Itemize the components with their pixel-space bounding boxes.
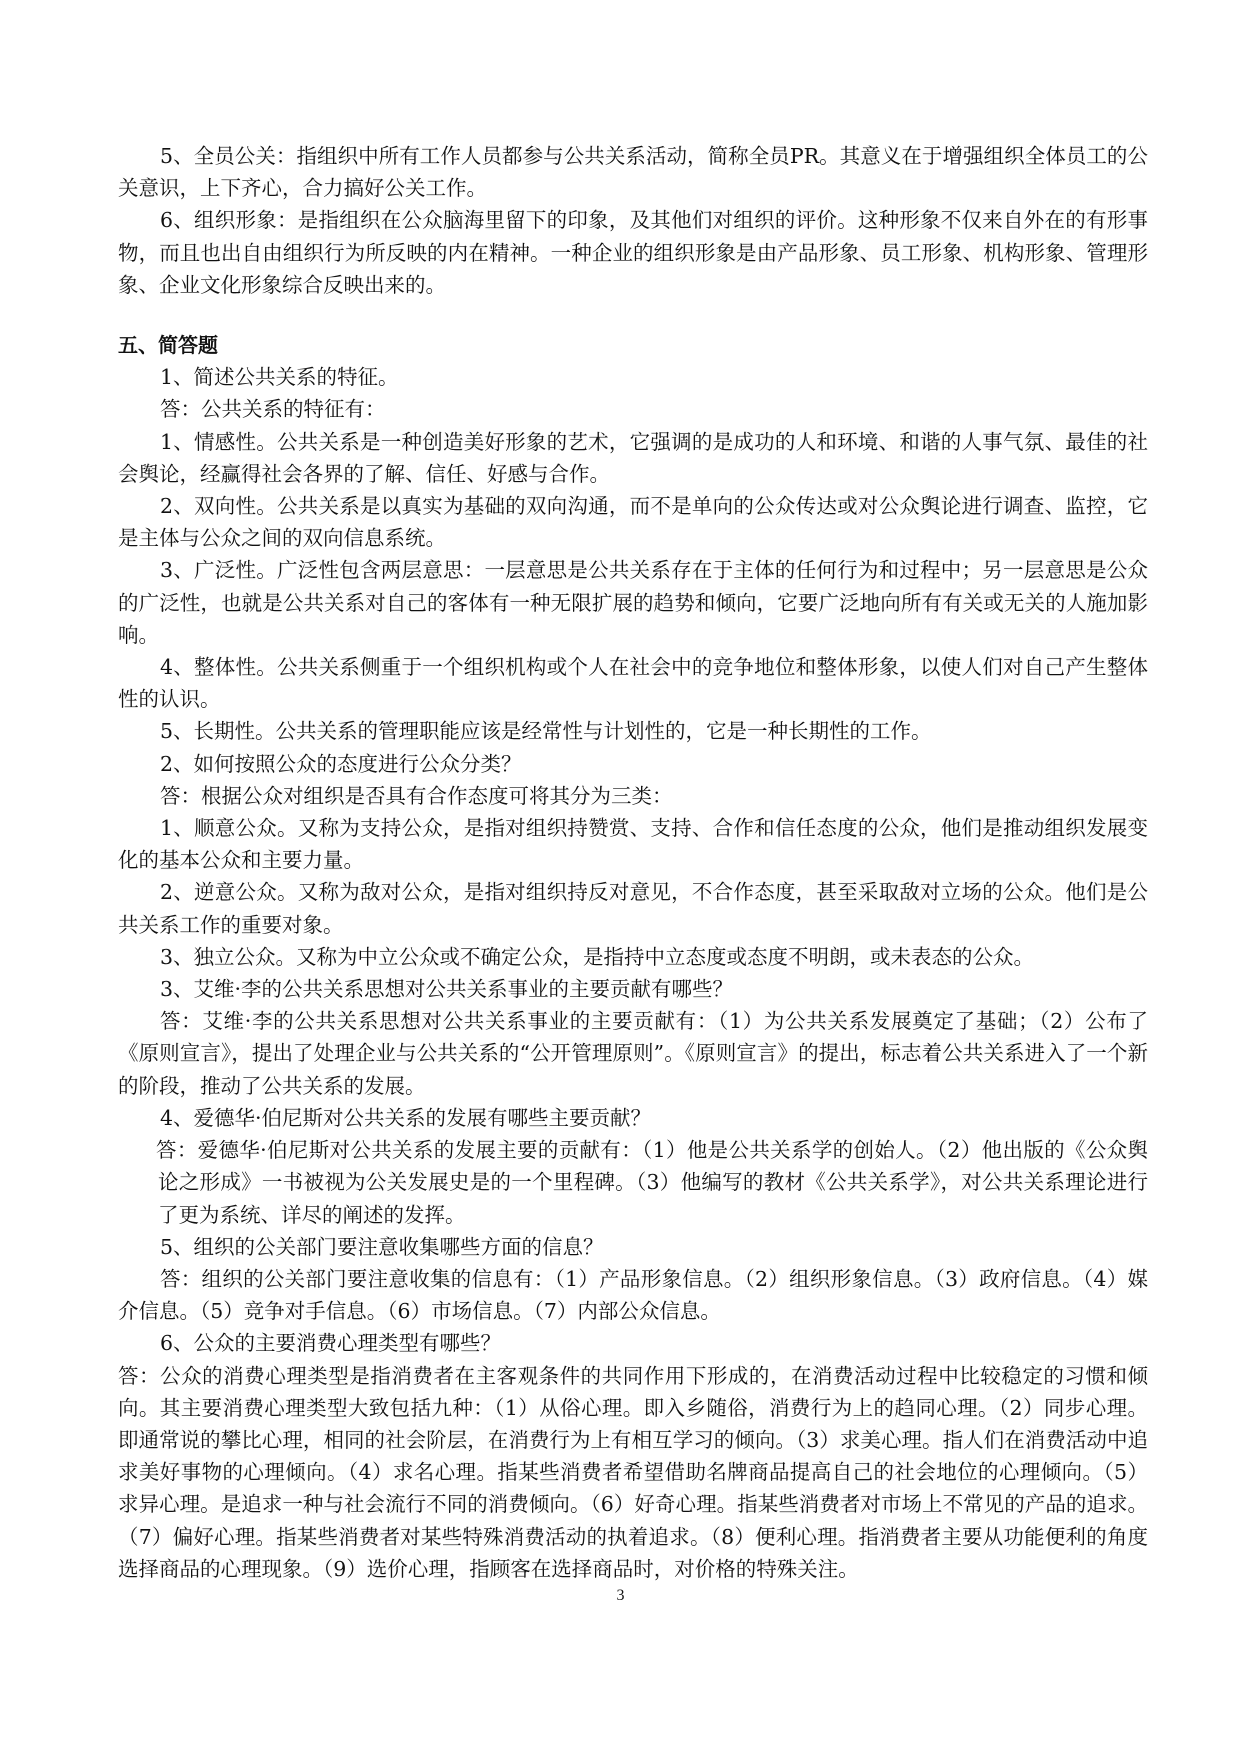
answer-item: 3、独立公众。又称为中立公众或不确定公众，是指持中立态度或态度不明朗，或未表态的公众。 bbox=[160, 944, 1035, 969]
question: 1、简述公共关系的特征。 bbox=[160, 365, 399, 390]
answer: 答：组织的公关部门要注意收集的信息有：（1）产品形象信息。（2）组织形象信息。（3）政府信息。（4）媒介信息。（5）竞争对手信息。（6）市场信息。（7）内部公众信息。 bbox=[118, 1266, 1148, 1324]
section-heading: 五、简答题 bbox=[118, 333, 218, 358]
answer: 答：公众的消费心理类型是指消费者在主客观条件的共同作用下形成的，在消费活动过程中比较稳定的习惯和倾向。其主要消费心理类型大致包括九种：（1）从俗心理。即入乡随俗，消费行为上的趋同心理。（2）同步心理。即通常说的攀比心理，相同的社会阶层，在消费行为上有相互学习的倾向。（3）求美心理。指人们在消费活动中追求美好事物的心理倾向。（4）求名心理。指某些消费者希望借助名牌商品提高自己的社会地位的心理倾向。（5）求异心理。是追求一种与社会流行不同的消费倾向。（6）好奇心理。指某些消费者对市场上不常见的产品的追求。（7）偏好心理。指某些消费者对某些特殊消费活动的执着追求。（8）便利心理。指消费者主要从功能便利的角度选择商品的心理现象。（9）选价心理，指顾客在选择商品时，对价格的特殊关注。 bbox=[118, 1363, 1148, 1581]
answer-item: 1、顺意公众。又称为支持公众，是指对组织持赞赏、支持、合作和信任态度的公众，他们是推动组织发展变化的基本公众和主要力量。 bbox=[118, 816, 1148, 873]
page-number: 3 bbox=[616, 1587, 625, 1604]
question: 3、艾维·李的公共关系思想对公共关系事业的主要贡献有哪些？ bbox=[160, 977, 734, 1002]
answer-item: 2、双向性。公共关系是以真实为基础的双向沟通，而不是单向的公众传达或对公众舆论进行调查、监控，它是主体与公众之间的双向信息系统。 bbox=[118, 494, 1148, 551]
answer-item: 4、整体性。公共关系侧重于一个组织机构或个人在社会中的竞争地位和整体形象，以使人们对自己产生整体性的认识。 bbox=[118, 655, 1148, 712]
document-body bbox=[118, 140, 1148, 1585]
answer: 答：艾维·李的公共关系思想对公共关系事业的主要贡献有：（1）为公共关系发展奠定了基础；（2）公布了《原则宣言》，提出了处理企业与公共关系的“公开管理原则”。《原则宣言》的提出，标志着公共关系进入了一个新的阶段，推动了公共关系的发展。 bbox=[118, 1009, 1148, 1098]
question: 4、爱德华·伯尼斯对公共关系的发展有哪些主要贡献？ bbox=[160, 1105, 652, 1130]
question: 5、组织的公关部门要注意收集哪些方面的信息？ bbox=[160, 1234, 604, 1259]
answer-intro: 答：根据公众对组织是否具有合作态度可将其分为三类： bbox=[160, 783, 673, 808]
question: 6、公众的主要消费心理类型有哪些？ bbox=[160, 1331, 502, 1356]
definition-paragraph: 6、组织形象：是指组织在公众脑海里留下的印象，及其他们对组织的评价。这种形象不仅来自外在的有形事物，而且也出自由组织行为所反映的内在精神。一种企业的组织形象是由产品形象、员工形象、机构形象、管理形象、企业文化形象综合反映出来的。 bbox=[118, 208, 1148, 297]
answer-item: 2、逆意公众。又称为敌对公众，是指对组织持反对意见，不合作态度，甚至采取敌对立场的公众。他们是公共关系工作的重要对象。 bbox=[118, 880, 1148, 937]
answer: 答：爱德华·伯尼斯对公共关系的发展主要的贡献有：（1）他是公共关系学的创始人。（2）他出版的《公众舆论之形成》一书被视为公关发展史是的一个里程碑。（3）他编写的教材《公共关系学》，对公共关系理论进行了更为系统、详尽的阐述的发挥。 bbox=[156, 1138, 1148, 1227]
answer-item: 1、情感性。公共关系是一种创造美好形象的艺术，它强调的是成功的人和环境、和谐的人事气氛、最佳的社会舆论，经赢得社会各界的了解、信任、好感与合作。 bbox=[118, 429, 1148, 486]
definition-paragraph: 5、全员公关：指组织中所有工作人员都参与公共关系活动，简称全员PR。其意义在于增强组织全体员工的公关意识，上下齐心，合力搞好公关工作。 bbox=[118, 144, 1148, 201]
answer-item: 3、广泛性。广泛性包含两层意思：一层意思是公共关系存在于主体的任何行为和过程中；另一层意思是公众的广泛性，也就是公共关系对自己的客体有一种无限扩展的趋势和倾向，它要广泛地向所有有关或无关的人施加影响。 bbox=[118, 558, 1148, 647]
answer-intro: 答：公共关系的特征有： bbox=[160, 397, 386, 422]
question: 2、如何按照公众的态度进行公众分类？ bbox=[160, 751, 522, 776]
answer-item: 5、长期性。公共关系的管理职能应该是经常性与计划性的，它是一种长期性的工作。 bbox=[160, 719, 932, 744]
